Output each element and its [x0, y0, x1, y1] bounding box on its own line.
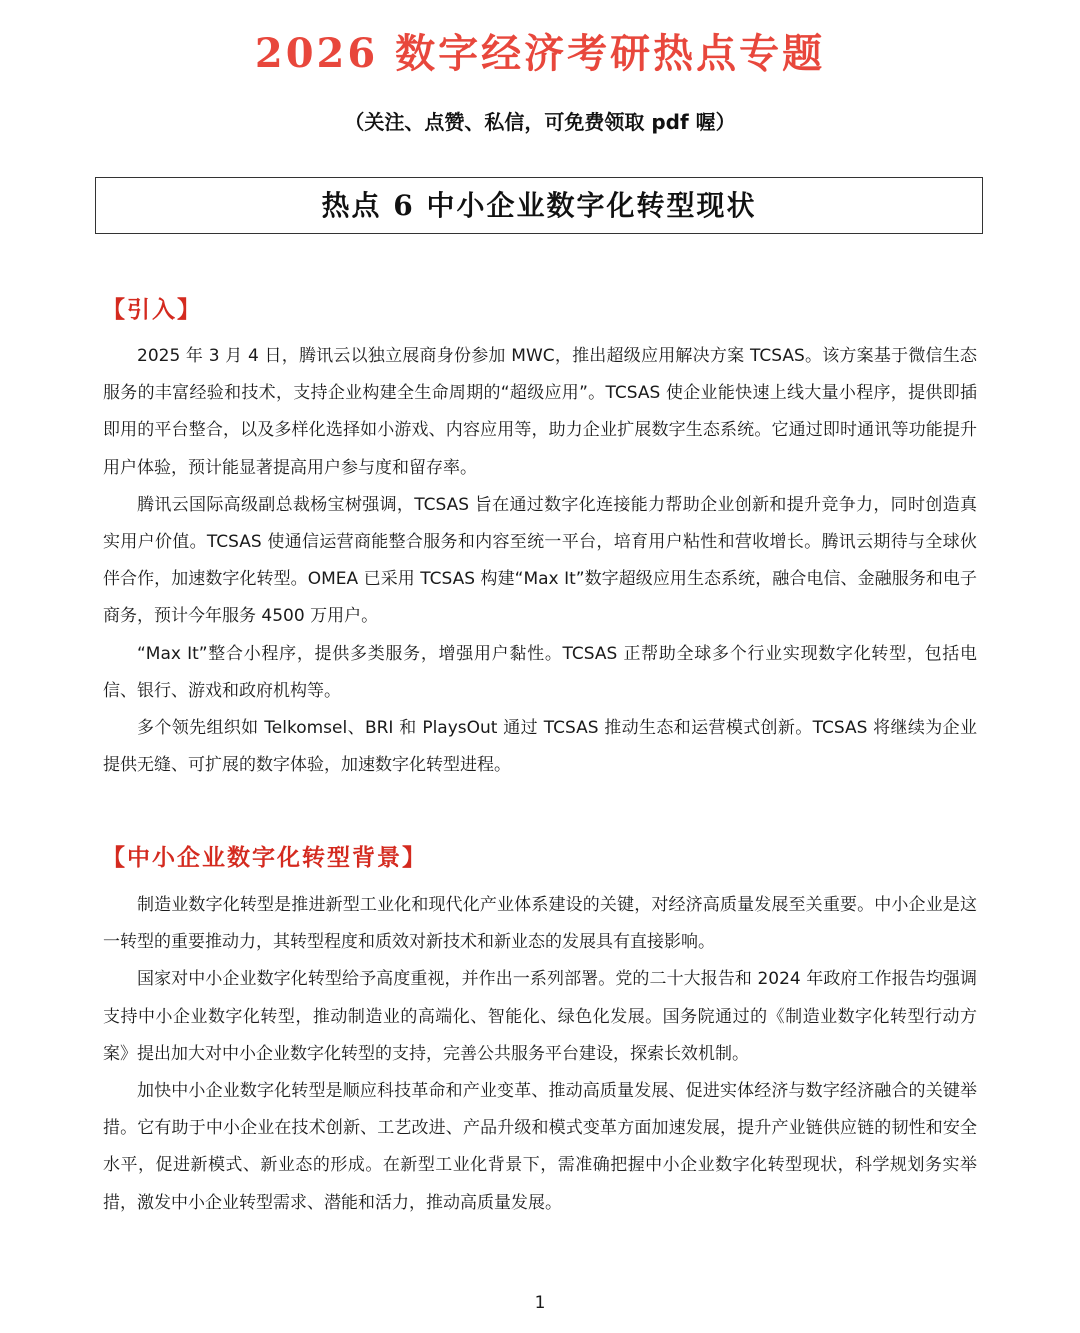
intro-paragraph: “Max It”整合小程序，提供多类服务，增强用户黏性。TCSAS 正帮助全球多个行业实现数字化转型，包括电信、银行、游戏和政府机构等。 [103, 643, 977, 701]
background-paragraph: 加快中小企业数字化转型是顺应科技革命和产业变革、推动高质量发展、促进实体经济与数字经济融合的关键举措。它有助于中小企业在技术创新、工艺改进、产品升级和模式变革方面加速发展，提升产业链供应链的韧性和安全水平，促进新模式、新业态的形成。在新型工业化背景下，需准确把握中小企业数字化转型现状，科学规划务实举措，激发中小企业转型需求、潜能和活力，推动高质量发展。 [103, 1081, 977, 1213]
background-paragraph: 制造业数字化转型是推进新型工业化和现代化产业体系建设的关键，对经济高质量发展至关重要。中小企业是这一转型的重要推动力，其转型程度和质效对新技术和新业态的发展具有直接影响。 [103, 895, 977, 953]
section-heading-intro: 【引入】 [102, 296, 202, 323]
intro-paragraph: 腾讯云国际高级副总裁杨宝树强调，TCSAS 旨在通过数字化连接能力帮助企业创新和提升竞争力，同时创造真实用户价值。TCSAS 使通信运营商能整合服务和内容至统一平台，培育用户粘性和营收增长。腾讯云期待与全球伙伴合作，加速数字化转型。OMEA 已采用 TCSAS 构建“Max It”数字超级应用生态系统，融合电信、金融服务和电子商务，预计今年服务 4500 万用户。 [103, 494, 977, 627]
document-subtitle: （关注、点赞、私信，可免费领取 pdf 喔） [344, 110, 736, 134]
page-number: 1 [534, 1293, 546, 1313]
section-body-intro [103, 338, 977, 784]
document-title: 2026 数字经济考研热点专题 [254, 30, 826, 77]
section-body-background [103, 887, 977, 1222]
section-heading-background: 【中小企业数字化转型背景】 [102, 844, 427, 871]
hotspot-title-box: 热点 6 中小企业数字化转型现状 [95, 177, 983, 234]
intro-paragraph: 多个领先组织如 Telkomsel、BRI 和 PlaysOut 通过 TCSAS 推动生态和运营模式创新。TCSAS 将继续为企业提供无缝、可扩展的数字体验，加速数字化转型进程。 [103, 718, 977, 776]
background-paragraph: 国家对中小企业数字化转型给予高度重视，并作出一系列部署。党的二十大报告和 2024 年政府工作报告均强调支持中小企业数字化转型，推动制造业的高端化、智能化、绿色化发展。国务院通过的《制造业数字化转型行动方案》提出加大对中小企业数字化转型的支持，完善公共服务平台建设，探索长效机制。 [103, 969, 977, 1064]
intro-paragraph: 2025 年 3 月 4 日，腾讯云以独立展商身份参加 MWC，推出超级应用解决方案 TCSAS。该方案基于微信生态服务的丰富经验和技术，支持企业构建全生命周期的“超级应用”。TCSAS 使企业能快速上线大量小程序，提供即插即用的平台整合，以及多样化选择如小游戏、内容应用等，助力企业扩展数字生态系统。它通过即时通讯等功能提升用户体验，预计能显著提高用户参与度和留存率。 [103, 346, 977, 478]
